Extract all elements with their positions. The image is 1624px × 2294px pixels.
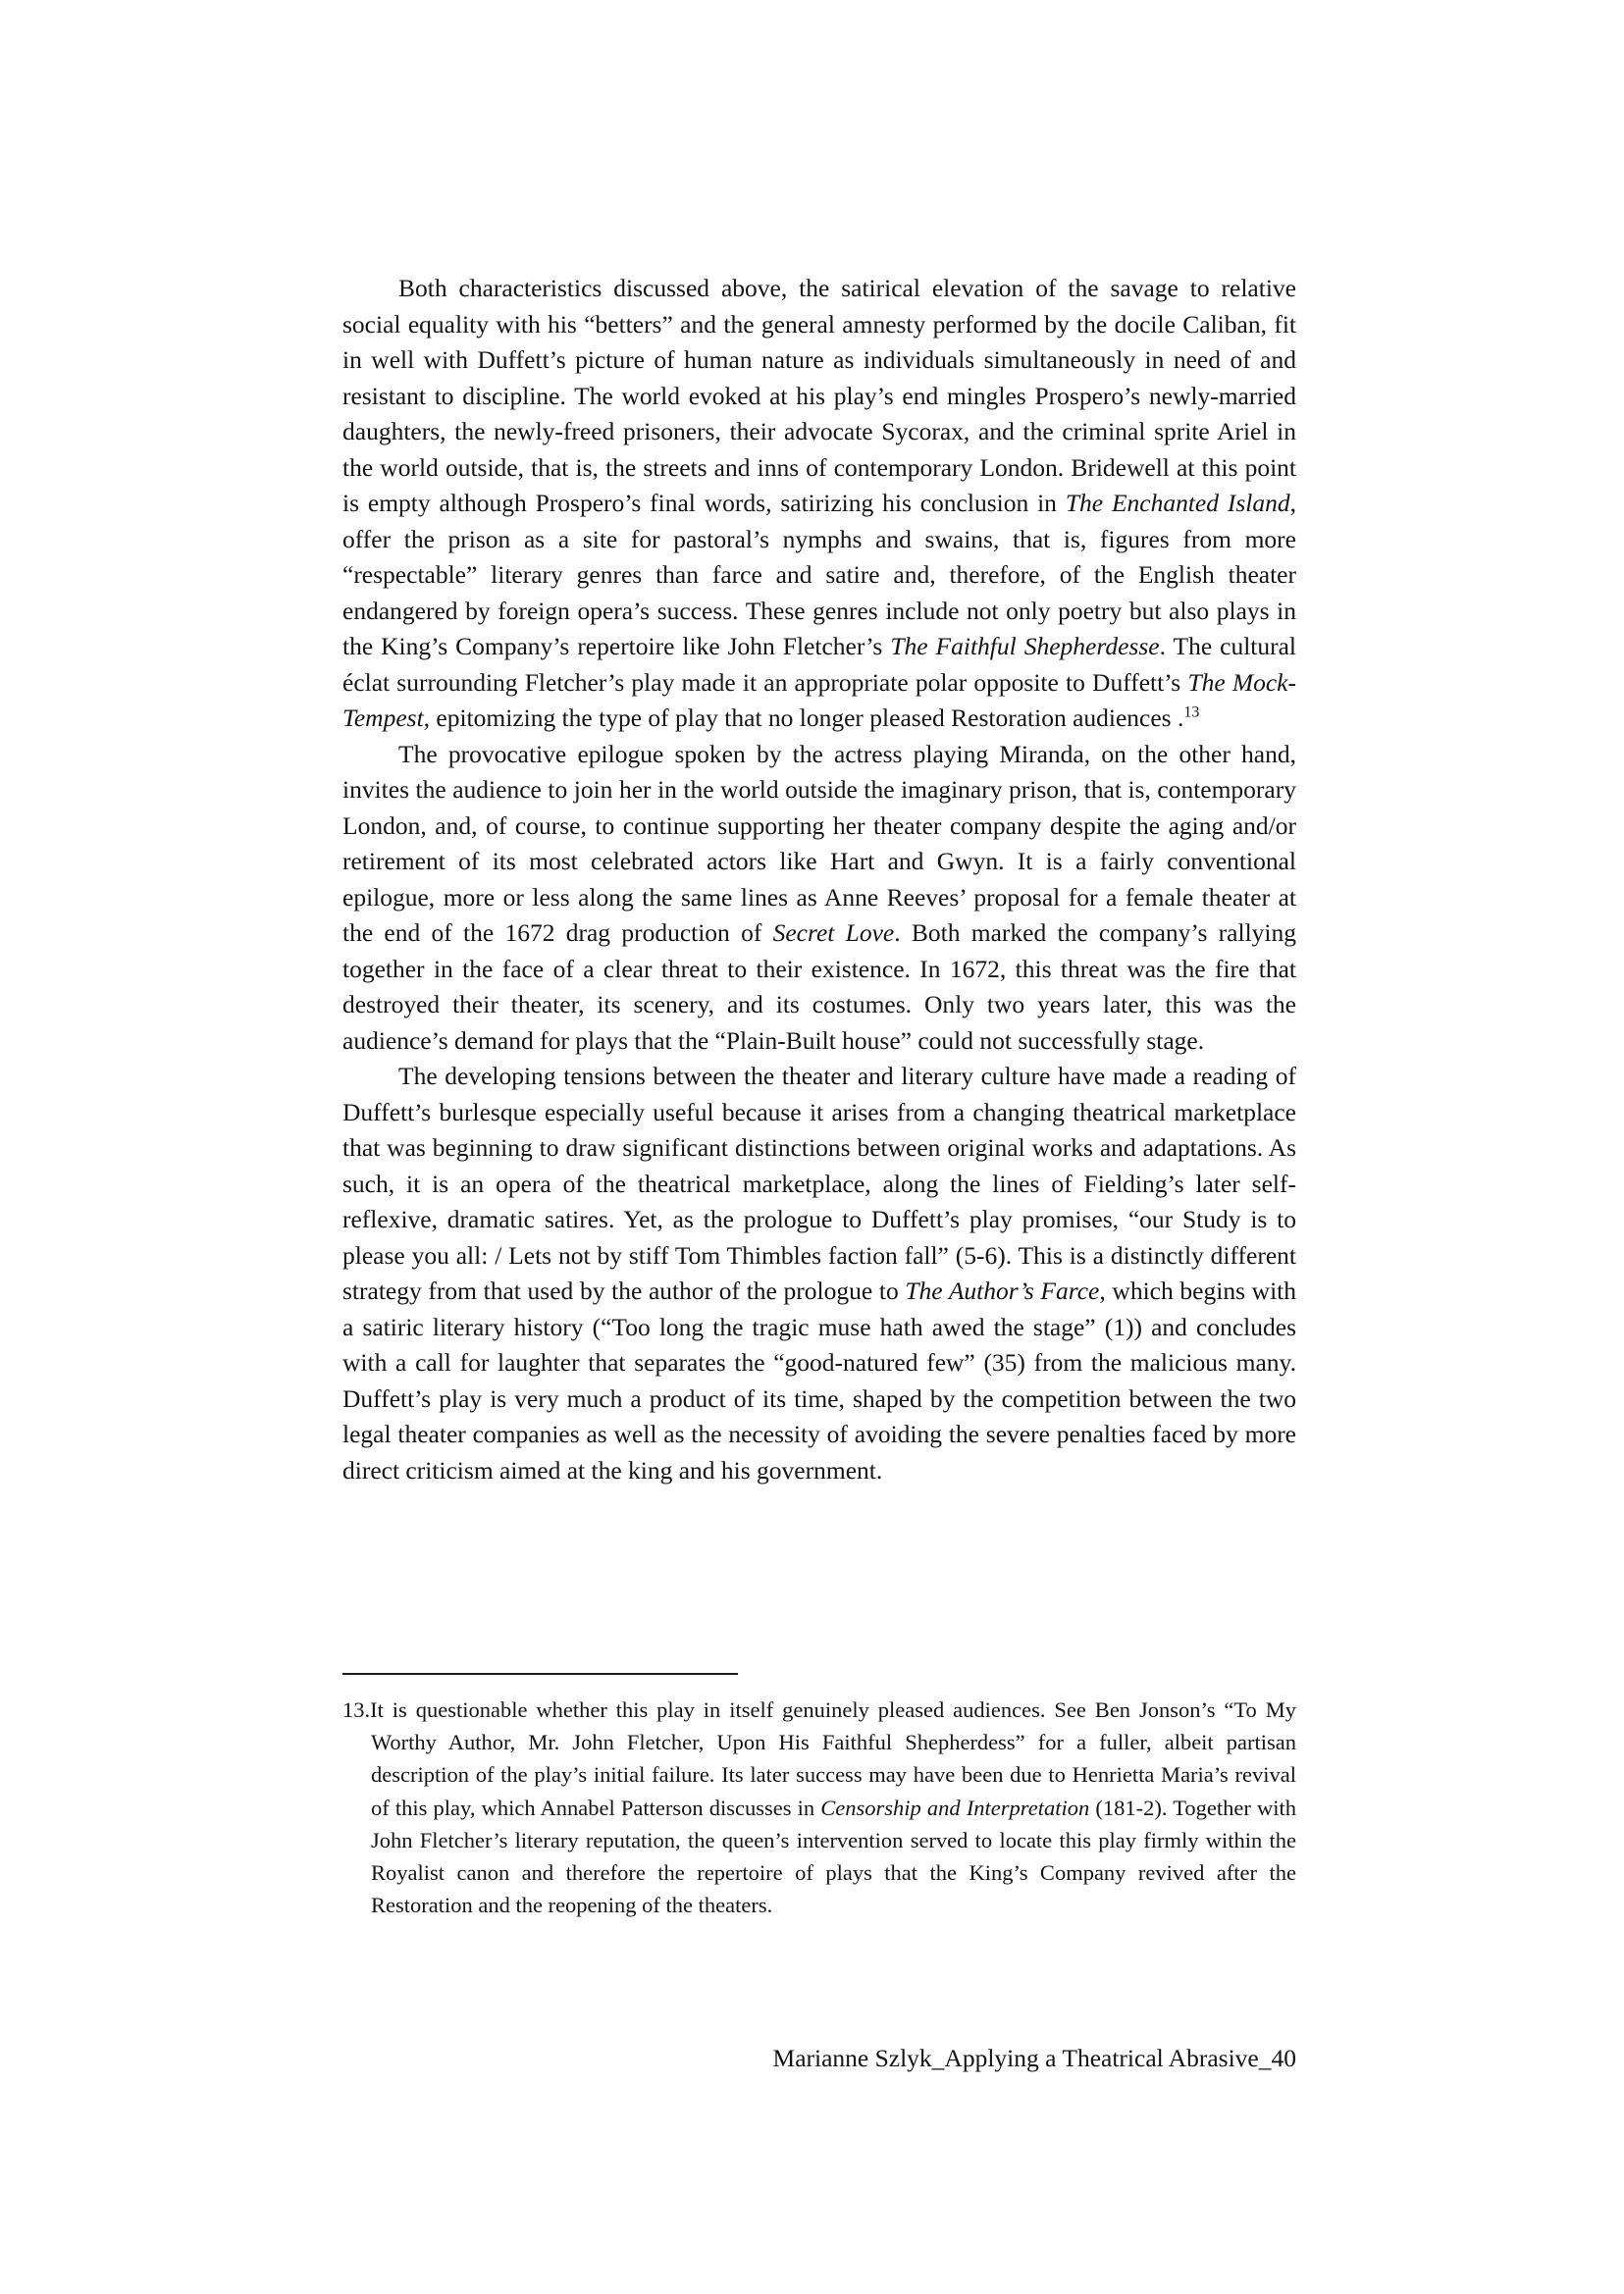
paragraph-3: The developing tensions between the theater and literary culture have made a reading of Duffett’s burlesque especially useful because it arises from a changing theatrical marketplace that was beginning to draw significant distinctions between original works and adaptations. As such, it is an opera of the theatrical marketplace, along the lines of Fielding’s later self-reflexive, dramatic satires. Yet, as the prologue to Duffett’s play promises, “our Study is to please you all: / Lets not by stiff Tom Thimbles faction fall” (5-6). This is a distinctly different strategy from that used by the author of the prologue to The Author’s Farce, which begins with a satiric literary history (“Too long the tragic muse hath awed the stage” (1)) and concludes with a call for laughter that separates the “good-natured few” (35) from the malicious many. Duffett’s play is very much a product of its time, shaped by the competition between the two legal theater companies as well as the necessity of avoiding the severe penalties faced by more direct criticism aimed at the king and his government. [342, 1062, 1297, 1485]
play-title-authors-farce: The Author’s Farce [905, 1277, 1100, 1305]
footnote-reference[interactable]: 13 [1183, 704, 1200, 721]
play-title-mock-tempest: The Mock-Tempest, [342, 667, 1296, 732]
footnote-divider [342, 1673, 738, 1675]
main-text [342, 271, 1296, 1488]
footnote-number: 13. [342, 1697, 371, 1722]
footnote-13: 13.It is questionable whether this play in itself genuinely pleased audiences. See Ben Jonson’s “To My Worthy Author, Mr. John Fletcher, Upon His Faithful Shepherdess” for a fuller, albeit partisan description of the play’s initial failure. Its later success may have been due to Henrietta Maria’s revival of this play, which Annabel Patterson discusses in Censorship and Interpretation (181-2). Together with John Fletcher’s literary reputation, the queen’s intervention served to locate this play firmly within the Royalist canon and therefore the repertoire of plays that the King’s Company revived after the Restoration and the reopening of the theaters. [342, 1697, 1296, 1918]
play-title-enchanted-island: The Enchanted Island [1065, 489, 1290, 517]
running-footer: Marianne Szlyk_Applying a Theatrical Abrasive_40 [772, 2044, 1296, 2072]
play-title-secret-love: Secret Love [772, 918, 895, 947]
paragraph-2: The provocative epilogue spoken by the actress playing Miranda, on the other hand, invites the audience to join her in the world outside the imaginary prison, that is, contemporary London, and, of course, to continue supporting her theater company despite the aging and/or retirement of its most celebrated actors like Hart and Gwyn. It is a fairly conventional epilogue, more or less along the same lines as Anne Reeves’ proposal for a female theater at the end of the 1672 drag production of Secret Love. Both marked the company’s rallying together in the face of a clear threat to their existence. In 1672, this threat was the fire that destroyed their theater, its scenery, and its costumes. Only two years later, this was the audience’s demand for plays that the “Plain-Built house” could not successfully stage. [342, 739, 1296, 1055]
paragraph-1: Both characteristics discussed above, the satirical elevation of the savage to relative social equality with his “betters” and the general amnesty performed by the docile Caliban, fit in well with Duffett’s picture of human nature as individuals simultaneously in need of and resistant to discipline. The world evoked at his play’s end mingles Prospero’s newly-married daughters, the newly-freed prisoners, their advocate Sycorax, and the criminal sprite Ariel in the world outside, that is, the streets and inns of contemporary London. Bridewell at this point is empty although Prospero’s final words, satirizing his conclusion in The Enchanted Island, offer the prison as a site for pastoral’s nymphs and swains, that is, figures from more “respectable” literary genres than farce and satire and, therefore, of the English theater endangered by foreign opera’s success. These genres include not only poetry but also plays in the King’s Company’s repertoire like John Fletcher’s The Faithful Shepherdesse. The cultural éclat surrounding Fletcher’s play made it an appropriate polar opposite to Duffett’s The Mock-Tempest, epitomizing the type of play that no longer pleased Restoration audiences .$^{13}$ [342, 274, 1297, 732]
book-title-censorship: Censorship and Interpretation [820, 1795, 1090, 1820]
play-title-faithful-shepherdesse: The Faithful Shepherdesse [890, 632, 1160, 660]
